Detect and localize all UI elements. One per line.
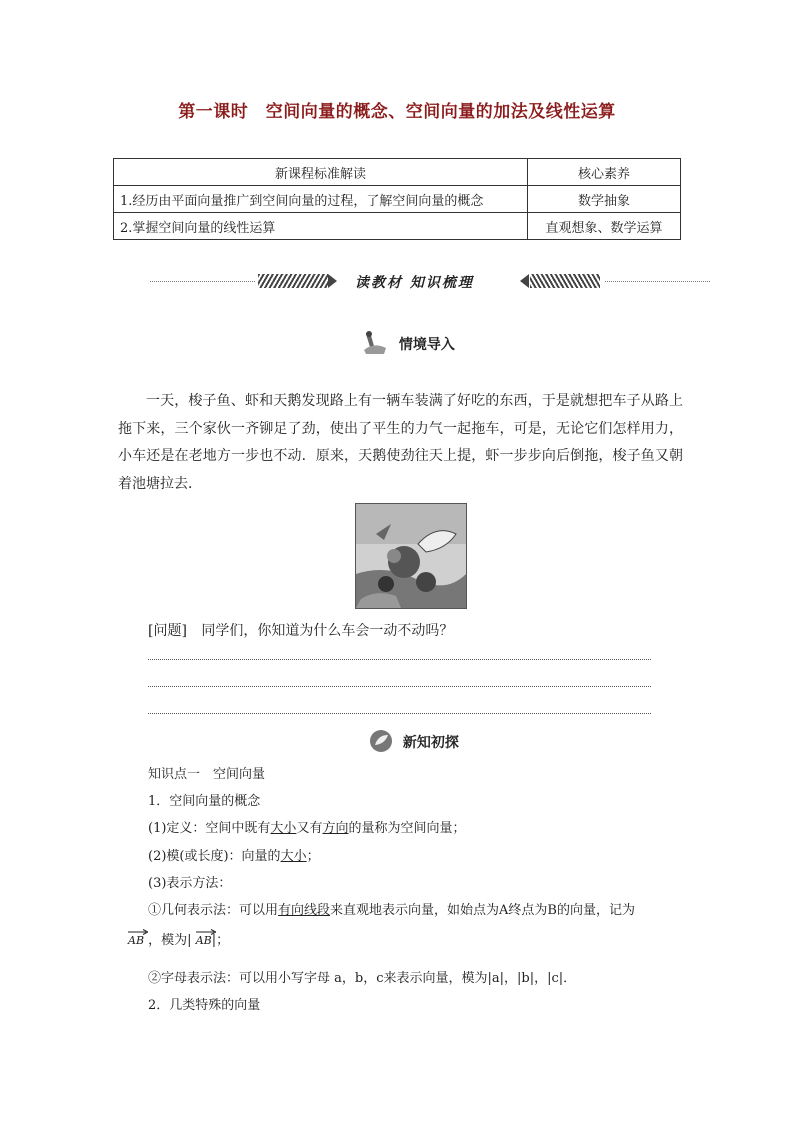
bell-icon (360, 330, 390, 360)
geometric-representation (148, 899, 678, 918)
modulus-line (148, 845, 320, 864)
modulus-end: |； (211, 933, 230, 948)
question-label: [问题] (148, 623, 187, 639)
arrow-left-icon (520, 274, 529, 288)
vector-label: AB (195, 934, 212, 947)
hatch-decoration (258, 274, 328, 288)
modulus-text: (2)模(或长度)：向量的 (148, 849, 281, 864)
answer-line[interactable] (148, 713, 651, 714)
table-header: 核心素养 (528, 159, 681, 186)
story-illustration (355, 503, 467, 609)
new-knowledge-title: 新知初探 (402, 735, 459, 751)
banner-text: 读教材 知识梳理 (355, 275, 474, 291)
vector-ab (196, 929, 212, 947)
question (148, 620, 453, 640)
representation-title: (3)表示方法： (148, 876, 232, 891)
blank-answer: 大小 (270, 821, 297, 836)
table-cell: 1.经历由平面向量推广到空间向量的过程，了解空间向量的概念 (114, 186, 528, 213)
modulus-text: ； (306, 849, 320, 864)
subsection-title: 1．空间向量的概念 (148, 794, 261, 809)
subsection-title: 2．几类特殊的向量 (148, 998, 261, 1013)
table-cell: 2.掌握空间向量的线性运算 (114, 213, 528, 240)
lesson-title: 第一课时 空间向量的概念、空间向量的加法及线性运算 (178, 102, 616, 122)
divider (605, 281, 710, 282)
knowledge-point-title: 知识点一 空间向量 (148, 767, 266, 782)
question-text: 同学们，你知道为什么车会一动不动吗？ (201, 623, 454, 639)
blank-answer: 有向线段 (278, 903, 331, 918)
situation-heading (360, 330, 455, 360)
standards-table (113, 158, 681, 240)
divider (150, 281, 255, 282)
letter-representation: ②字母表示法：可以用小写字母 a，b，c来表示向量，模为|a|，|b|，|c|． (148, 971, 577, 986)
arrow-right-icon (328, 274, 337, 288)
definition-text: 又有 (296, 821, 323, 836)
geometric-text: 来直观地表示向量，如始点为A终点为B的向量，记为 (330, 903, 635, 918)
table-cell: 数学抽象 (528, 186, 681, 213)
new-knowledge-heading (368, 729, 459, 757)
answer-line[interactable] (148, 659, 651, 660)
vector-notation-line (128, 929, 229, 948)
blank-answer: 方向 (322, 821, 349, 836)
modulus-word: ，模为| (148, 933, 192, 948)
table-row (114, 186, 681, 213)
blank-answer: 大小 (280, 849, 307, 864)
table-cell: 直观想象、数学运算 (528, 213, 681, 240)
vector-ab (128, 929, 144, 947)
answer-line[interactable] (148, 686, 651, 687)
table-row (114, 213, 681, 240)
situation-title: 情境导入 (398, 337, 455, 353)
story-paragraph: 一天，梭子鱼、虾和天鹅发现路上有一辆车装满了好吃的东西，于是就想把车子从路上拖下来，三个家伙一齐铆足了劲，使出了平生的力气一起拖车，可是，无论它们怎样用力，小车还是在老地方一步也不动．原来，天鹅使劲往天上提，虾一步步向后倒拖，梭子鱼又朝着池塘拉去． (118, 393, 683, 492)
definition-text: 的量称为空间向量； (348, 821, 466, 836)
hatch-decoration (530, 274, 600, 288)
definition-line (148, 817, 465, 836)
definition-text: (1)定义：空间中既有 (148, 821, 271, 836)
leaf-icon (368, 729, 394, 757)
section-banner (150, 272, 710, 292)
table-header: 新课程标准解读 (114, 159, 528, 186)
table-header-row (114, 159, 681, 186)
geometric-text: ①几何表示法：可以用 (148, 903, 279, 918)
vector-label: AB (128, 934, 145, 947)
